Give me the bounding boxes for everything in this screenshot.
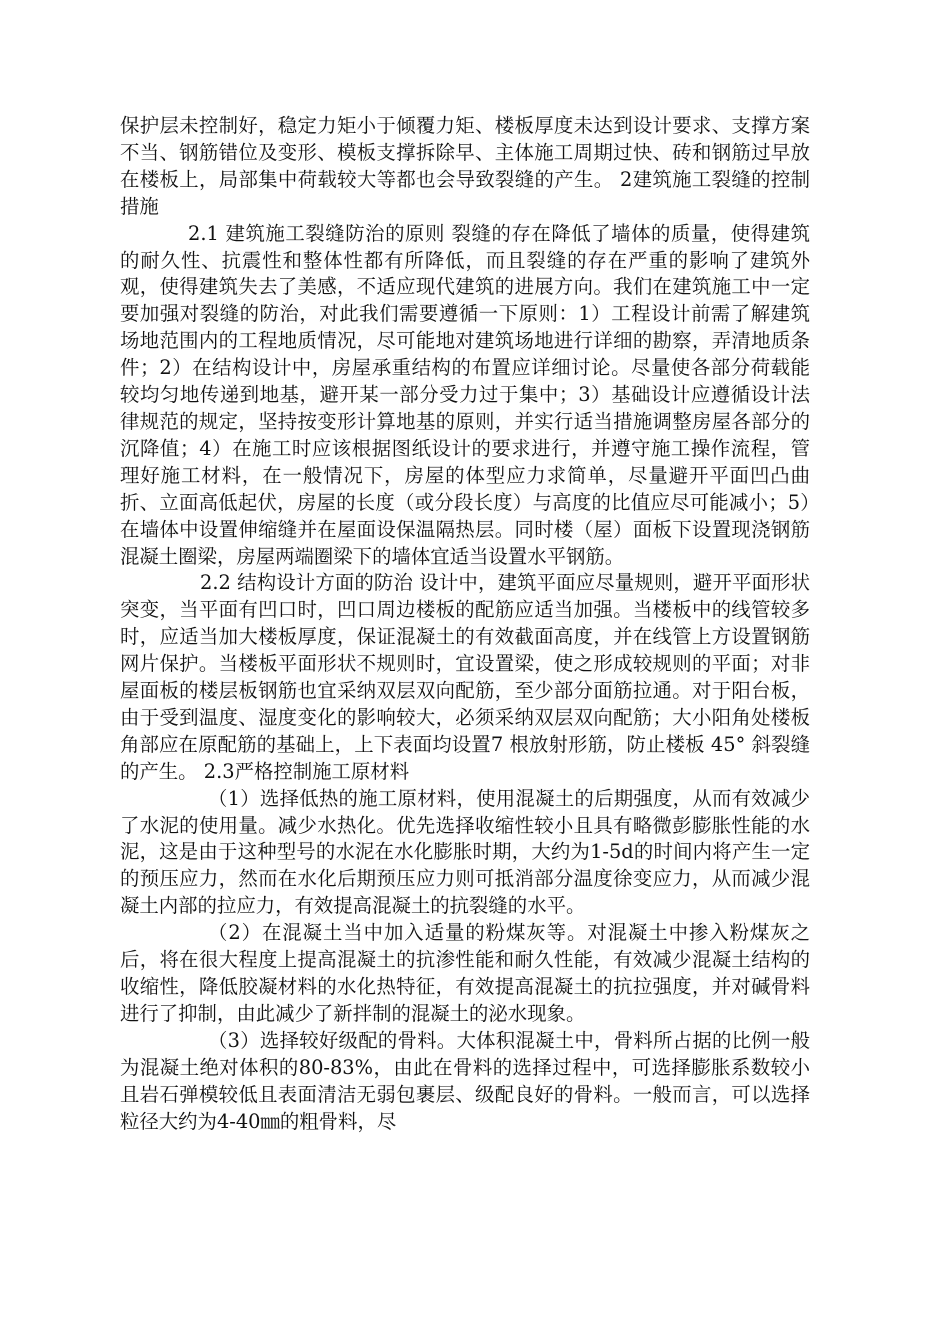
paragraph-low-heat-materials: （1）选择低热的施工原材料，使用混凝土的后期强度，从而有效减少了水泥的使用量。减少水热化。优先选择收缩性较小且具有略微彭膨胀性能的水泥，这是由于这种型号的水泥在水化膨胀时期，大约为1-5d的时间内将产生一定的预压应力，然而在水化后期预压应力则可抵消部分温度徐变应力，从而减少混凝土内部的拉应力，有效提高混凝土的抗裂缝的水平。	[120, 786, 810, 918]
paragraph-cracks-causes: 保护层未控制好，稳定力矩小于倾覆力矩、楼板厚度未达到设计要求、支撑方案不当、钢筋错位及变形、模板支撑拆除早、主体施工周期过快、砖和钢筋过早放在楼板上，局部集中荷载较大等都也会导致裂缝的产生。 2建筑施工裂缝的控制措施	[120, 114, 810, 218]
paragraph-prevention-principles: 2.1 建筑施工裂缝防治的原则 裂缝的存在降低了墙体的质量，使得建筑的耐久性、抗震性和整体性都有所降低，而且裂缝的存在严重的影响了建筑外观，使得建筑失去了美感，不适应现代建筑的进展方向。我们在建筑施工中一定要加强对裂缝的防治，对此我们需要遵循一下原则：1）工程设计前需了解建筑场地范围内的工程地质情况，尽可能地对建筑场地进行详细的勘察，弄清地质条件；2）在结构设计中，房屋承重结构的布置应详细讨论。尽量使各部分荷载能较均匀地传递到地基，避开某一部分受力过于集中；3）基础设计应遵循设计法律规范的规定，坚持按变形计算地基的原则，并实行适当措施调整房屋各部分的沉降值；4）在施工时应该根据图纸设计的要求进行，并遵守施工操作流程，管理好施工材料，在一般情况下，房屋的体型应力求简单，尽量避开平面凹凸曲折、立面高低起伏，房屋的长度（或分段长度）与高度的比值应尽可能减小；5）在墙体中设置伸缩缝并在屋面设保温隔热层。同时楼（屋）面板下设置现浇钢筋混凝土圈梁，房屋两端圈梁下的墙体宜适当设置水平钢筋。	[120, 221, 810, 568]
paragraph-aggregate-grading: （3）选择较好级配的骨料。大体积混凝土中，骨料所占据的比例一般为混凝土绝对体积的80-83%，由此在骨料的选择过程中，可选择膨胀系数较小且岩石弹模较低且表面清洁无弱包裹层、级配良好的骨料。一般而言，可以选择粒径大约为4-40㎜的粗骨料，尽	[120, 1028, 810, 1133]
document-body	[120, 113, 810, 1135]
paragraph-fly-ash: （2）在混凝土当中加入适量的粉煤灰等。对混凝土中掺入粉煤灰之后，将在很大程度上提高混凝土的抗渗性能和耐久性能，有效减少混凝土结构的收缩性，降低胶凝材料的水化热特征，有效提高混凝土的抗拉强度，并对碱骨料进行了抑制，由此减少了新拌制的混凝土的泌水现象。	[120, 921, 810, 1025]
paragraph-structural-design: 2.2 结构设计方面的防治 设计中，建筑平面应尽量规则，避开平面形状突变，当平面有凹口时，凹口周边楼板的配筋应适当加强。当楼板中的线管较多时，应适当加大楼板厚度，保证混凝土的有效截面高度，并在线管上方设置钢筋网片保护。当楼板平面形状不规则时，宜设置梁，使之形成较规则的平面；对非屋面板的楼层板钢筋也宜采纳双层双向配筋，至少部分面筋拉通。对于阳台板，由于受到温度、湿度变化的影响较大，必须采纳双层双向配筋；大小阳角处楼板角部应在原配筋的基础上，上下表面均设置7 根放射形筋，防止楼板 45° 斜裂缝的产生。 2.3严格控制施工原材料	[120, 571, 810, 783]
